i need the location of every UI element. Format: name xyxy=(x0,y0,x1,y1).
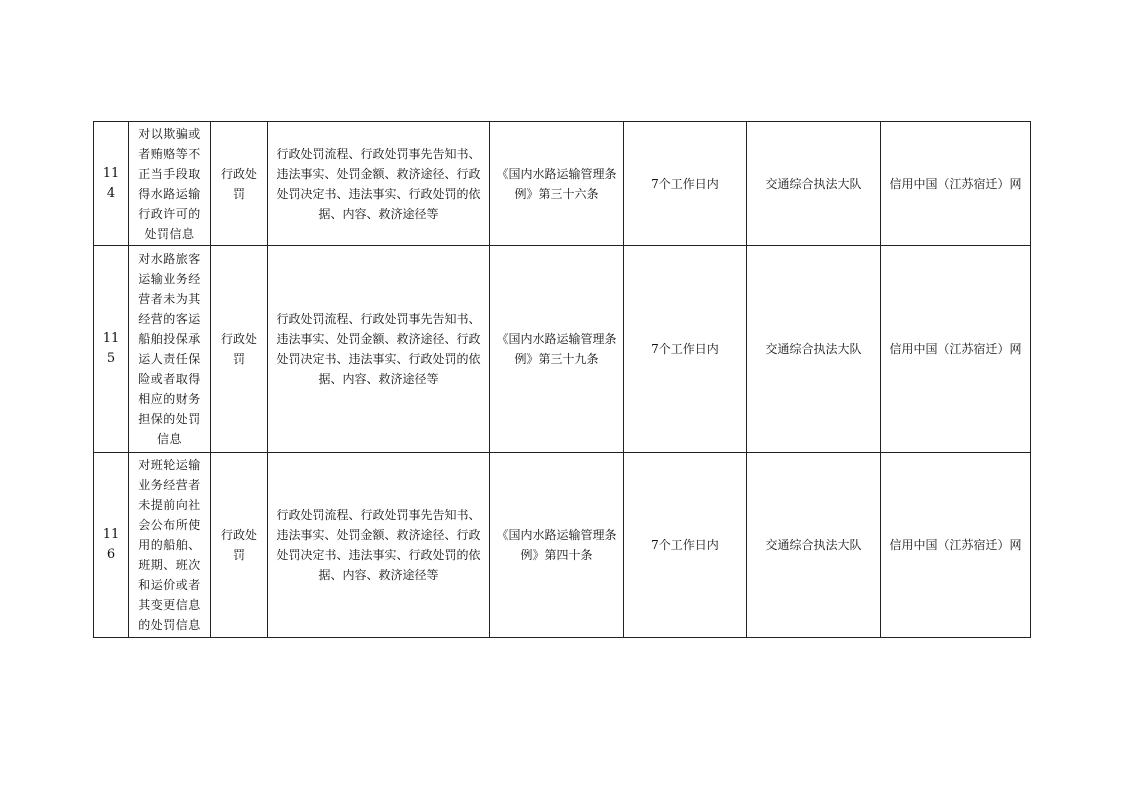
item-name: 对以欺骗或者贿赂等不正当手段取得水路运输行政许可的处罚信息 xyxy=(129,122,211,246)
item-legal-basis: 《国内水路运输管理条例》第三十九条 xyxy=(490,246,624,453)
table-row xyxy=(94,453,1031,638)
item-legal-basis: 《国内水路运输管理条例》第三十六条 xyxy=(490,122,624,246)
item-content: 行政处罚流程、行政处罚事先告知书、违法事实、处罚金额、救济途径、行政处罚决定书、违法事实、行政处罚的依据、内容、救济途径等 xyxy=(268,122,490,246)
item-deadline: 7个工作日内 xyxy=(624,453,747,638)
item-name: 对水路旅客运输业务经营者未为其经营的客运船舶投保承运人责任保险或者取得相应的财务担保的处罚信息 xyxy=(129,246,211,453)
table-row xyxy=(94,246,1031,453)
item-category: 行政处罚 xyxy=(211,246,268,453)
item-channel: 信用中国（江苏宿迁）网 xyxy=(881,246,1031,453)
item-deadline: 7个工作日内 xyxy=(624,246,747,453)
disclosure-table xyxy=(93,121,1031,638)
item-agency: 交通综合执法大队 xyxy=(747,453,881,638)
item-category: 行政处罚 xyxy=(211,453,268,638)
table-row xyxy=(94,122,1031,246)
item-content: 行政处罚流程、行政处罚事先告知书、违法事实、处罚金额、救济途径、行政处罚决定书、违法事实、行政处罚的依据、内容、救济途径等 xyxy=(268,246,490,453)
item-number: 114 xyxy=(94,122,129,246)
item-legal-basis: 《国内水路运输管理条例》第四十条 xyxy=(490,453,624,638)
item-category: 行政处罚 xyxy=(211,122,268,246)
item-channel: 信用中国（江苏宿迁）网 xyxy=(881,122,1031,246)
item-agency: 交通综合执法大队 xyxy=(747,246,881,453)
item-channel: 信用中国（江苏宿迁）网 xyxy=(881,453,1031,638)
item-number: 115 xyxy=(94,246,129,453)
item-number: 116 xyxy=(94,453,129,638)
item-agency: 交通综合执法大队 xyxy=(747,122,881,246)
item-name: 对班轮运输业务经营者未提前向社会公布所使用的船舶、班期、班次和运价或者其变更信息的处罚信息 xyxy=(129,453,211,638)
item-content: 行政处罚流程、行政处罚事先告知书、违法事实、处罚金额、救济途径、行政处罚决定书、违法事实、行政处罚的依据、内容、救济途径等 xyxy=(268,453,490,638)
item-deadline: 7个工作日内 xyxy=(624,122,747,246)
